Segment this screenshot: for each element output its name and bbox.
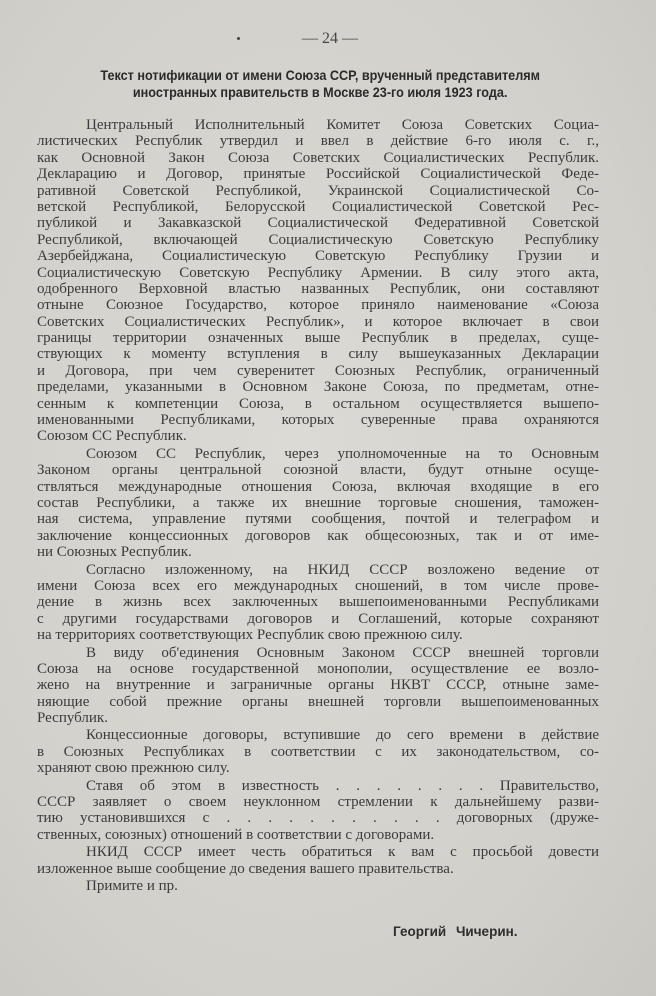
signature: Георгий Чичерин. [393,924,518,939]
page-number: — 24 — [302,30,358,47]
text-line: как Основной Закон Союза Советских Социалистических Республик. [37,149,599,166]
text-line: ративной Советской Республикой, Украинской Социалистической Со- [37,182,599,199]
text-line: и Договора, при чем суверенитет Союзных Республик, ограниченный [37,362,599,379]
text-line: ственных, союзных) отношений в соответствии с договорами. [37,826,435,843]
paragraph [37,727,599,776]
text-line: Социалистическую Советскую Республику Армении. В силу этого акта, [37,264,599,281]
text-line: Союза на основе государственной монополии, осуществление ее возло- [37,660,599,677]
text-line: жено на внутренние и заграничные органы НКВТ СССР, отныне заме- [37,677,599,694]
text-line: заключение концессионных договоров как общесоюзных, так и от име- [37,527,599,544]
title-line: Текст нотификации от имени Союза ССР, врученный представителям [100,68,540,83]
text-line: ни Союзных Республик. [37,544,192,561]
text-line: Союзом СС Республик, через уполномоченные на то Основным [86,445,599,462]
text-line: Союзом СС Республик. [37,428,187,445]
text-line: Декларацию и Договор, принятые Российской Социалистической Феде- [37,166,599,183]
paragraph [37,446,599,561]
text-line: СССР заявляет о своем неуклонном стремлении к дальнейшему разви- [37,794,599,811]
text-line: Азербейджана, Социалистическую Советскую Республику Грузии и [37,248,599,265]
text-line: дение в жизнь всех заключенных вышепоименованными Республиками [37,594,599,611]
document-title [30,67,610,101]
text-line: состав Республики, а также их внешние торговые сношения, таможен- [37,494,599,511]
text-line: ветской Республикой, Белорусской Социалистической Советской Рес- [37,198,599,215]
text-line: Республик. [37,710,108,727]
text-line: пределами, указанными в Основном Законе Союза, по предметам, отне- [37,379,599,396]
text-line: ствующих к моменту вступления в силу вышеуказанных Декларации [37,346,599,363]
text-line: сенным к компетенции Союза, в остальном осуществляется вышепо- [37,395,599,412]
text-line: имени Союза всех его международных сношений, в том числе прове- [37,577,599,594]
paragraph [37,645,599,727]
text-line: границы территории означенных выше Республик в пределах, суще- [37,330,599,347]
text-line: отныне Союзное Государство, которое приняло наименование «Союза [37,297,599,314]
text-line: изложенное выше сообщение до сведения вашего правительства. [37,860,454,877]
text-line: одобренного Верховной властью названных Республик, они составляют [37,280,599,297]
text-line: на территориях соответствующих Республик свою прежнюю силу. [37,627,463,644]
text-line: именованными Республиками, которых суверенные права охраняются [37,412,599,429]
text-line: НКИД СССР имеет честь обратиться к вам с просьбой довести [86,844,599,861]
text-line: Республикой, включающей Социалистическую Советскую Республику [37,231,599,248]
paragraph [37,117,599,445]
paragraph [37,778,599,844]
title-line: иностранных правительств в Москве 23-го июля 1923 года. [132,85,508,100]
text-line: Согласно изложенному, на НКИД СССР возложено ведение от [86,561,599,578]
text-line: ствляться международные отношения Союза, включая входящие в его [37,478,599,495]
text-line: Советских Социалистических Республик», и которое включает в свои [37,313,599,330]
paragraph [37,562,599,644]
text-line: Ставя об этом в известность . . . . . . . . Правительство, [86,777,599,794]
text-line: ная система, управление путями сообщения, почтой и телеграфом и [37,511,599,528]
text-line: Примите и пр. [86,877,178,894]
text-line: Концессионные договоры, вступившие до сего времени в действие [86,727,599,744]
text-line: с другими государствами договоров и Соглашений, которые сохраняют [37,610,599,627]
text-line: храняют свою прежнюю силу. [37,760,230,777]
text-line: в Союзных Республиках в соответствии с их законодательством, со- [37,743,599,760]
text-line: листических Республик утвердил и ввел в действие 6-го июля с. г., [37,133,599,150]
text-line: Центральный Исполнительный Комитет Союза Советских Социа- [86,117,599,133]
text-line: Законом органы центральной союзной власти, будут отныне осуще- [37,462,599,479]
text-line: тию установившихся с . . . . . . . . . . . договорных (друже- [37,810,599,827]
paragraph [37,844,599,877]
text-line: няющие собой прежние органы внешней торговли вышепоименованных [37,693,599,710]
paragraph [37,878,599,894]
text-line: публикой и Закавказской Социалистической Федеративной Советской [37,215,599,232]
document-body [37,117,599,895]
text-line: В виду об'единения Основным Законом СССР внешней торговли [86,644,599,661]
